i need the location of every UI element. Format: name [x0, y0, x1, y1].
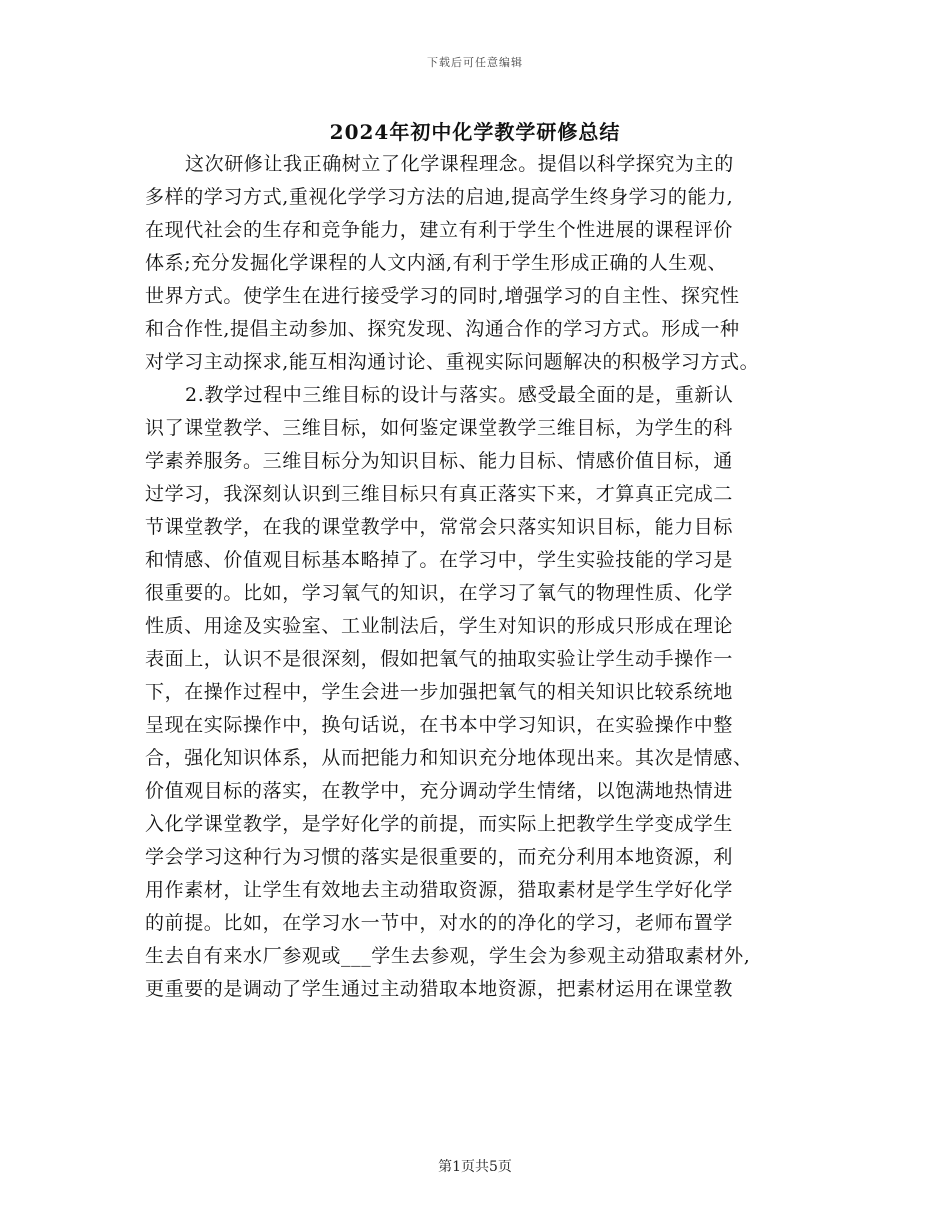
- paragraph-line: 和合作性,提倡主动参加、探究发现、沟通合作的学习方式。形成一种: [145, 318, 740, 340]
- paragraph-line: 的前提。比如，在学习水一节中，对水的的净化的学习，老师布置学: [145, 912, 734, 934]
- document-body: [145, 148, 810, 1006]
- paragraph-line: 价值观目标的落实，在教学中，充分调动学生情绪，以饱满地热情进: [145, 780, 734, 802]
- paragraph-line: 在现代社会的生存和竞争能力，建立有利于学生个性进展的课程评价: [145, 219, 734, 241]
- paragraph-line: 更重要的是调动了学生通过主动猎取本地资源，把素材运用在课堂教: [145, 978, 734, 1000]
- paragraph-line: 识了课堂教学、三维目标，如何鉴定课堂教学三维目标，为学生的科: [145, 417, 734, 439]
- paragraph-line: 合，强化知识体系，从而把能力和知识充分地体现出来。其次是情感、: [145, 747, 753, 769]
- paragraph-line: 很重要的。比如，学习氧气的知识，在学习了氧气的物理性质、化学: [145, 582, 734, 604]
- paragraph-line: 呈现在实际操作中，换句话说，在书本中学习知识，在实验操作中整: [145, 714, 734, 736]
- paragraph-line: 学会学习这种行为习惯的落实是很重要的，而充分利用本地资源，利: [145, 846, 734, 868]
- paragraph-line: 体系;充分发掘化学课程的人文内涵,有利于学生形成正确的人生观、: [145, 252, 728, 274]
- page-number: 第1页共5页: [438, 1159, 512, 1175]
- document-title: 2024年初中化学教学研修总结: [329, 120, 621, 144]
- paragraph-line: 入化学课堂教学，是学好化学的前提，而实际上把教学生学变成学生: [145, 813, 734, 835]
- paragraph-line: 节课堂教学，在我的课堂教学中，常常会只落实知识目标，能力目标: [145, 516, 734, 538]
- header-note: 下载后可任意编辑: [427, 56, 523, 69]
- paragraph-line: 对学习主动探求,能互相沟通讨论、重视实际问题解决的积极学习方式。: [145, 351, 760, 373]
- paragraph-line: 生去自有来水厂参观或___学生去参观，学生会为参观主动猎取素材外,: [145, 945, 751, 967]
- paragraph-line: 表面上，认识不是很深刻，假如把氧气的抽取实验让学生动手操作一: [145, 648, 734, 670]
- paragraph-line: 2.教学过程中三维目标的设计与落实。感受最全面的是，重新认: [185, 384, 734, 406]
- paragraph-line: 和情感、价值观目标基本略掉了。在学习中，学生实验技能的学习是: [145, 549, 734, 571]
- paragraph-line: 性质、用途及实验室、工业制法后，学生对知识的形成只形成在理论: [145, 615, 734, 637]
- paragraph-line: 用作素材，让学生有效地去主动猎取资源，猎取素材是学生学好化学: [145, 879, 734, 901]
- paragraph-line: 过学习，我深刻认识到三维目标只有真正落实下来，才算真正完成二: [145, 483, 734, 505]
- paragraph-line: 这次研修让我正确树立了化学课程理念。提倡以科学探究为主的: [185, 153, 734, 175]
- paragraph-line: 世界方式。使学生在进行接受学习的同时,增强学习的自主性、探究性: [145, 285, 740, 307]
- paragraph-line: 学素养服务。三维目标分为知识目标、能力目标、情感价值目标，通: [145, 450, 734, 472]
- paragraph-line: 多样的学习方式,重视化学学习方法的启迪,提高学生终身学习的能力,: [145, 186, 734, 208]
- paragraph-line: 下，在操作过程中，学生会进一步加强把氧气的相关知识比较系统地: [145, 681, 734, 703]
